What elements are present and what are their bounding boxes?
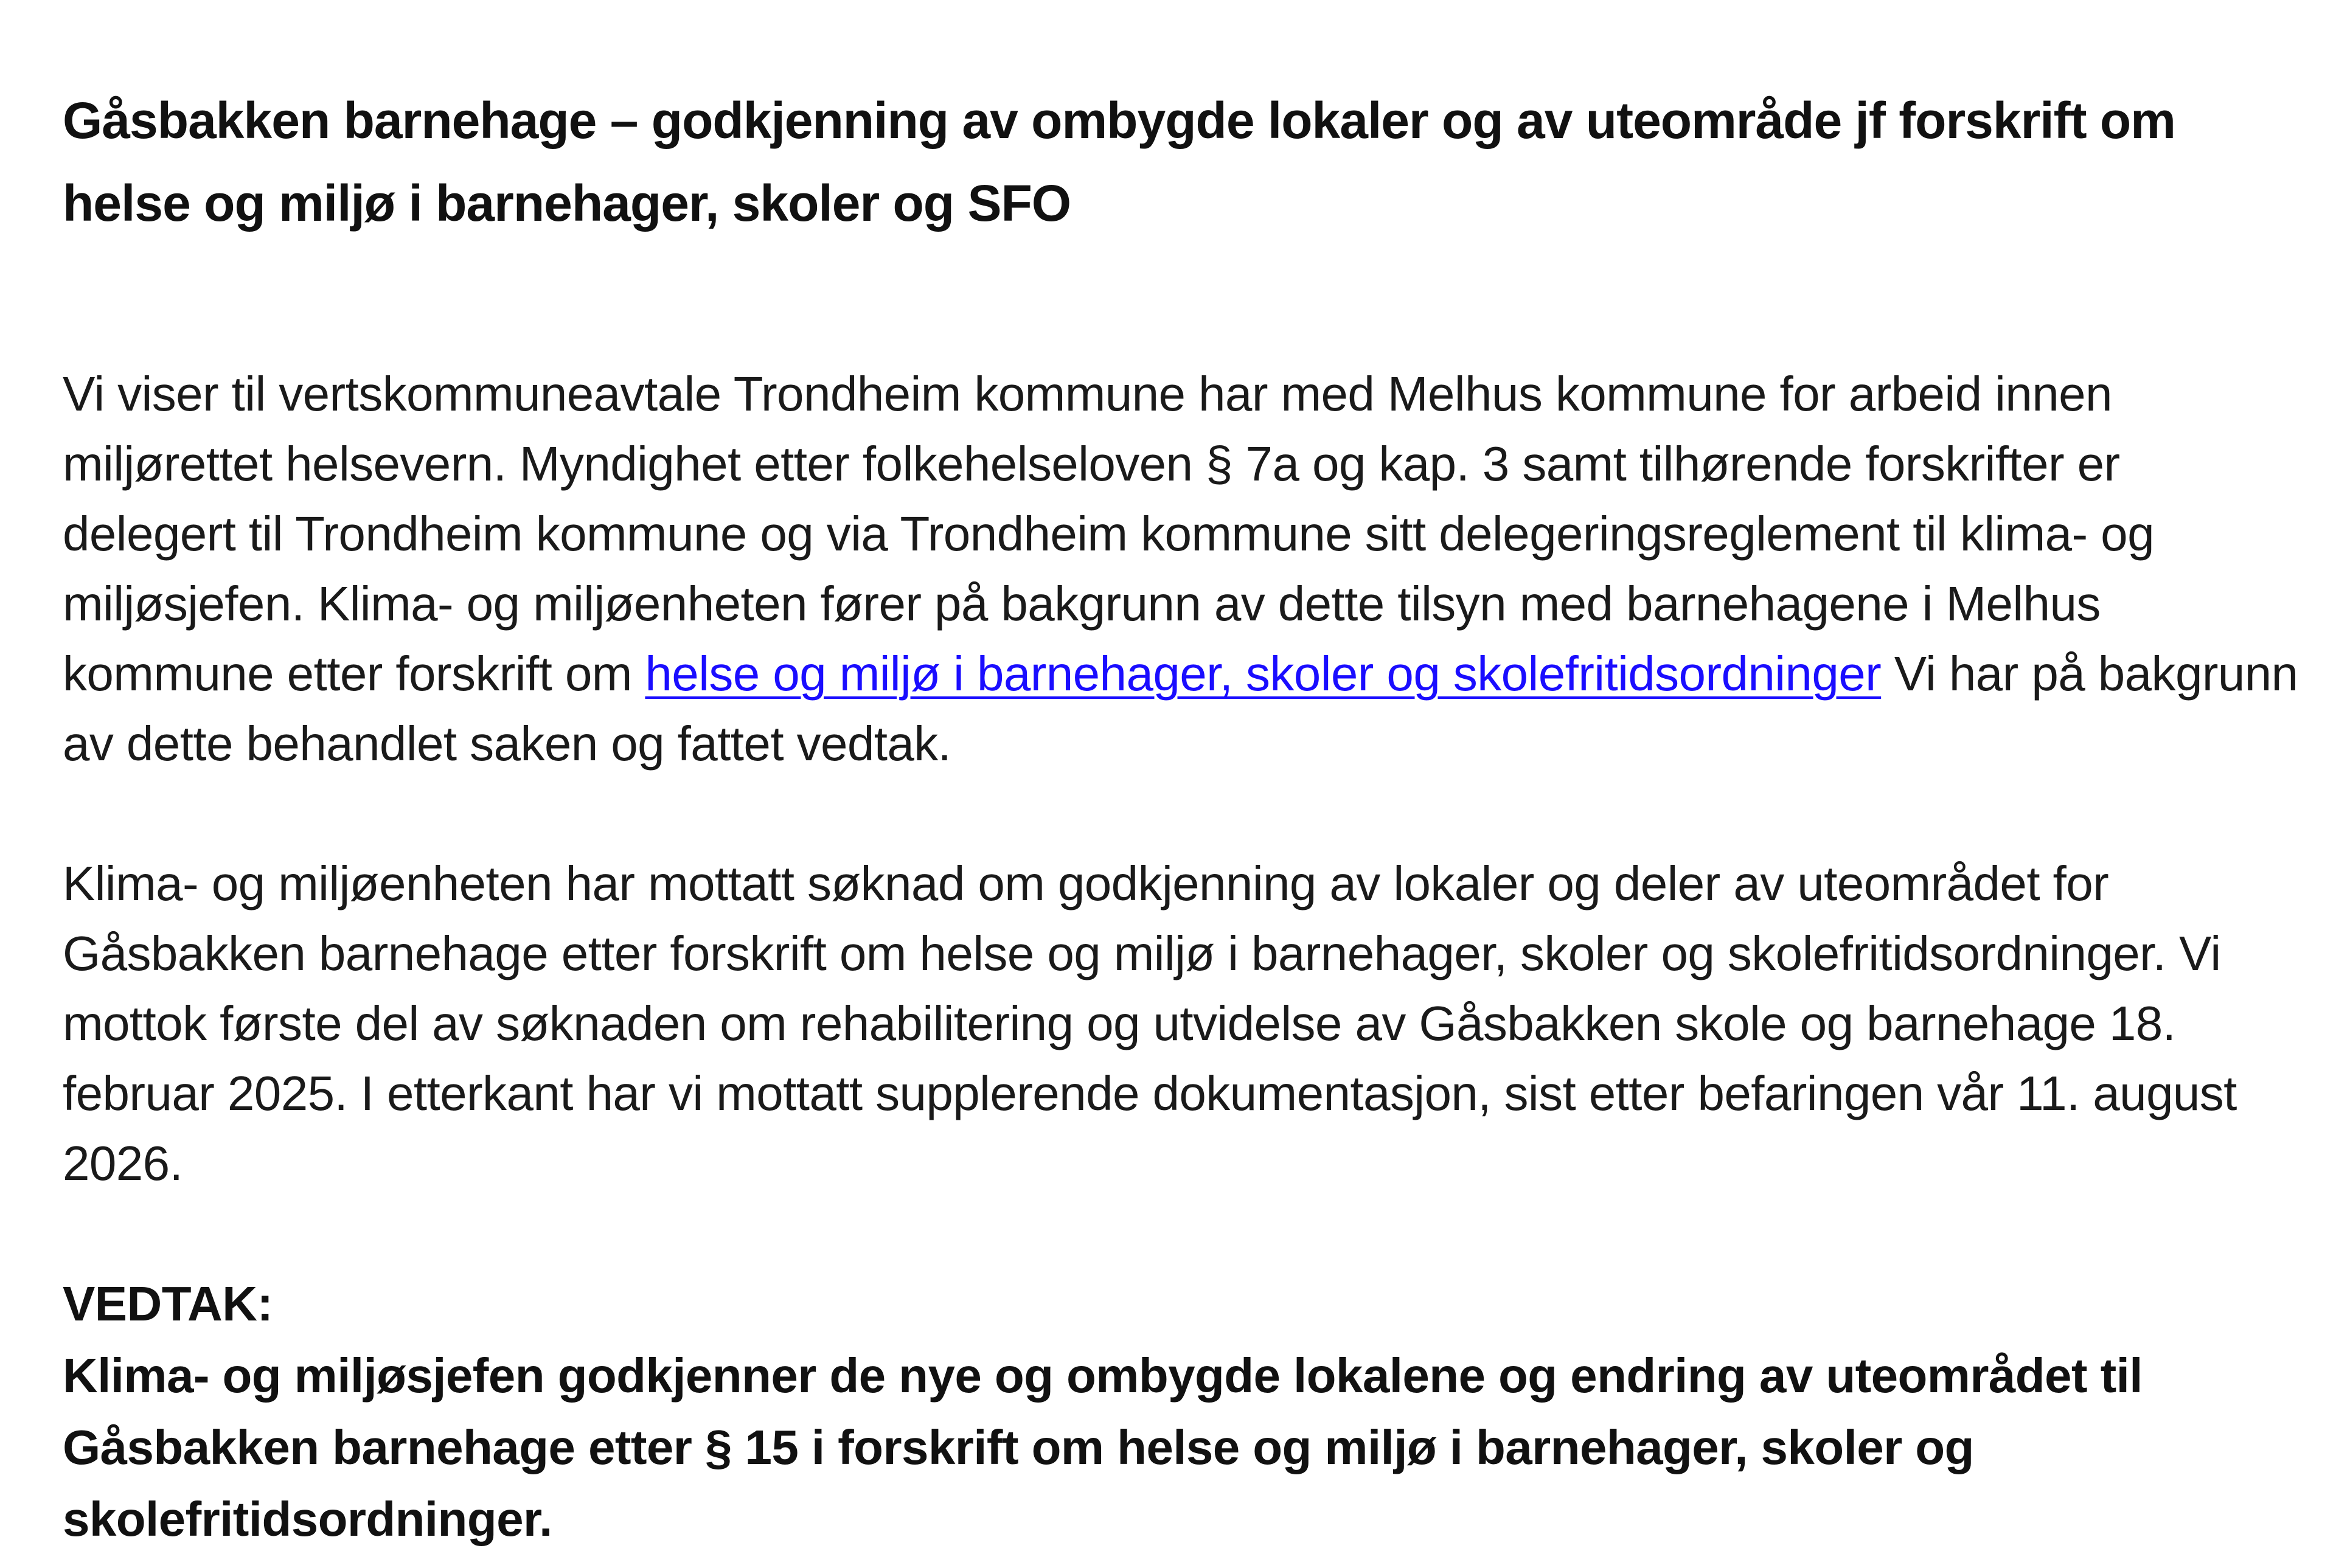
- intro-paragraph: [63, 359, 2301, 779]
- decision-text: Klima- og miljøsjefen godkjenner de nye og ombygde lokalene og endring av uteområdet til Gåsbakken barnehage etter § 15 i forskrift om helse og miljø i barnehager, skoler og skolefritidsordninger.: [63, 1348, 2143, 1546]
- decision-heading: VEDTAK:: [63, 1277, 273, 1331]
- regulation-link[interactable]: helse og miljø i barnehager, skoler og skolefritidsordninger: [645, 647, 1882, 701]
- intro-text-before-link: Vi viser til vertskommuneavtale Trondheim kommune har med Melhus kommune for arbeid innen miljørettet helsevern. Myndighet etter folkehelseloven § 7a og kap. 3 samt tilhørende forskrifter er delegert til Trondheim kommune og via Trondheim kommune sitt delegeringsreglement til klima- og miljøsjefen. Klima- og miljøenheten fører på bakgrunn av dette tilsyn med barnehagene i Melhus kommune etter forskrift om: [63, 367, 2154, 701]
- application-paragraph: Klima- og miljøenheten har mottatt søknad om godkjenning av lokaler og deler av uteområdet for Gåsbakken barnehage etter forskrift om helse og miljø i barnehager, skoler og skolefritidsordninger. Vi mottok første del av søknaden om rehabilitering og utvidelse av Gåsbakken skole og barnehage 18. februar 2025. I etterkant har vi mottatt supplerende dokumentasjon, sist etter befaringen vår 11. august 2026.: [63, 856, 2237, 1190]
- intro-text-after-link: Vi har på bakgrunn av dette behandlet saken og fattet vedtak.: [63, 647, 2298, 771]
- decision-section: [63, 1268, 2301, 1555]
- document-title: Gåsbakken barnehage – godkjenning av ombygde lokaler og av uteområde jf forskrift om helse og miljø i barnehager, skoler og SFO: [63, 92, 2175, 232]
- document-page: [63, 79, 2301, 1555]
